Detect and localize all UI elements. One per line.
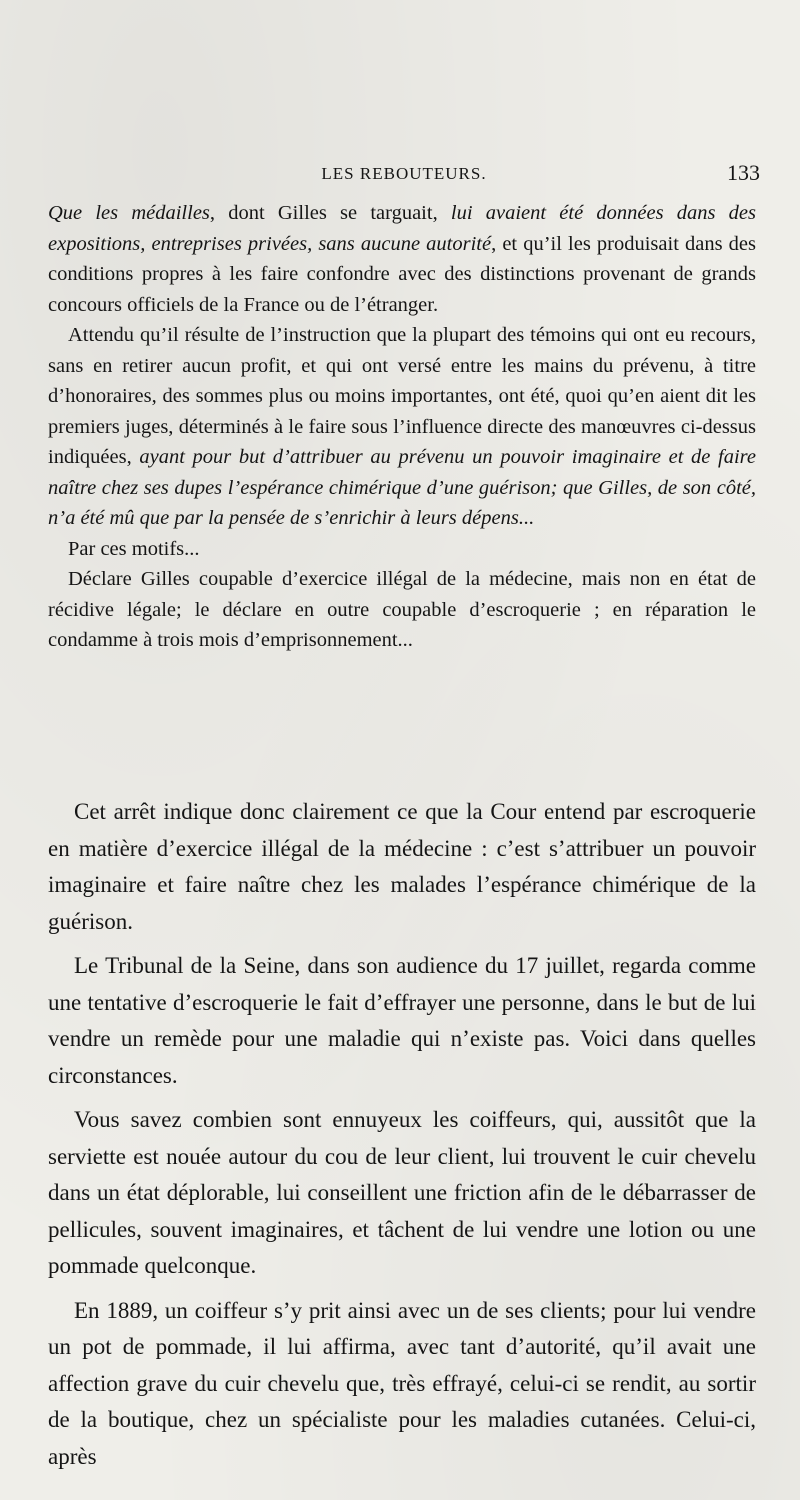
quote-text-1: , dont Gilles se targuait, [209, 202, 451, 224]
page-number: 133 [727, 160, 760, 185]
quote-italic-3: ayant pour but d’attribuer au prévenu un pouvoir imaginaire et de faire naître chez ses dupes l’espérance chimérique d’une guérison; que Gilles, de son côté, n’a été mû que par la pensée de s’enrichir à leurs dépens... [48, 446, 756, 529]
page-header [48, 160, 760, 190]
main-text [48, 794, 756, 1483]
quote-paragraph-1 [48, 198, 756, 320]
quote-paragraph-2 [48, 320, 756, 534]
quote-paragraph-4: Déclare Gilles coupable d’exercice illégal de la médecine, mais non en état de récidive légale; le déclare en outre coupable d’escroquerie ; en réparation le condamme à trois mois d’emprisonnement... [48, 568, 756, 651]
body-paragraph-4: En 1889, un coiffeur s’y prit ainsi avec un de ses clients; pour lui vendre un pot de pommade, il lui affirma, avec tant d’autorité, qu’il avait une affection grave du cuir chevelu que, très effrayé, celui-ci se rendit, au sortir de la boutique, chez un spécialiste pour les maladies cutanées. Celui-ci, après [48, 1297, 756, 1469]
body-paragraph-3: Vous savez combien sont ennuyeux les coiffeurs, qui, aussitôt que la serviette est nouée autour du cou de leur client, lui trouvent le cuir chevelu dans un état déplorable, lui conseillent une friction afin de le débarrasser de pellicules, souvent imaginaires, et tâchent de lui vendre une lotion ou une pommade quelconque. [48, 1107, 756, 1278]
running-head: LES REBOUTEURS. [321, 164, 487, 183]
quote-italic-1: Que les médailles [48, 202, 210, 224]
quote-italic-2: lui avaient été données dans des expositions, entreprises privées, sans aucune autorité [48, 202, 756, 255]
court-ruling-quote [48, 198, 756, 656]
quote-text-2: , et qu’il les produisait dans des conditions propres à les faire confondre avec des distinctions provenant de grands concours officiels de la France ou de l’étranger. [48, 232, 756, 316]
body-paragraph-2: Le Tribunal de la Seine, dans son audience du 17 juillet, regarda comme une tentative d’escroquerie le fait d’effrayer une personne, dans le but de lui vendre un remède pour une maladie qui n’existe pas. Voici dans quelles circonstances. [48, 953, 756, 1088]
body-paragraph-1: Cet arrêt indique donc clairement ce que la Cour entend par escroquerie en matière d’exercice illégal de la médecine : c’est s’attribuer un pouvoir imaginaire et faire naître chez les malades l’espérance chimérique de la guérison. [48, 799, 756, 934]
quote-paragraph-3: Par ces motifs... [68, 537, 200, 560]
quote-text-3: Attendu qu’il résulte de l’instruction que la plupart des témoins qui ont eu recours, sans en retirer aucun profit, et qui ont versé entre les mains du prévenu, à titre d’honoraires, des sommes plus ou moins importantes, ont été, quoi qu’en aient dit les premiers juges, déterminés à le faire sous l’influence directe des manœuvres ci-dessus indiquées, [48, 324, 756, 468]
